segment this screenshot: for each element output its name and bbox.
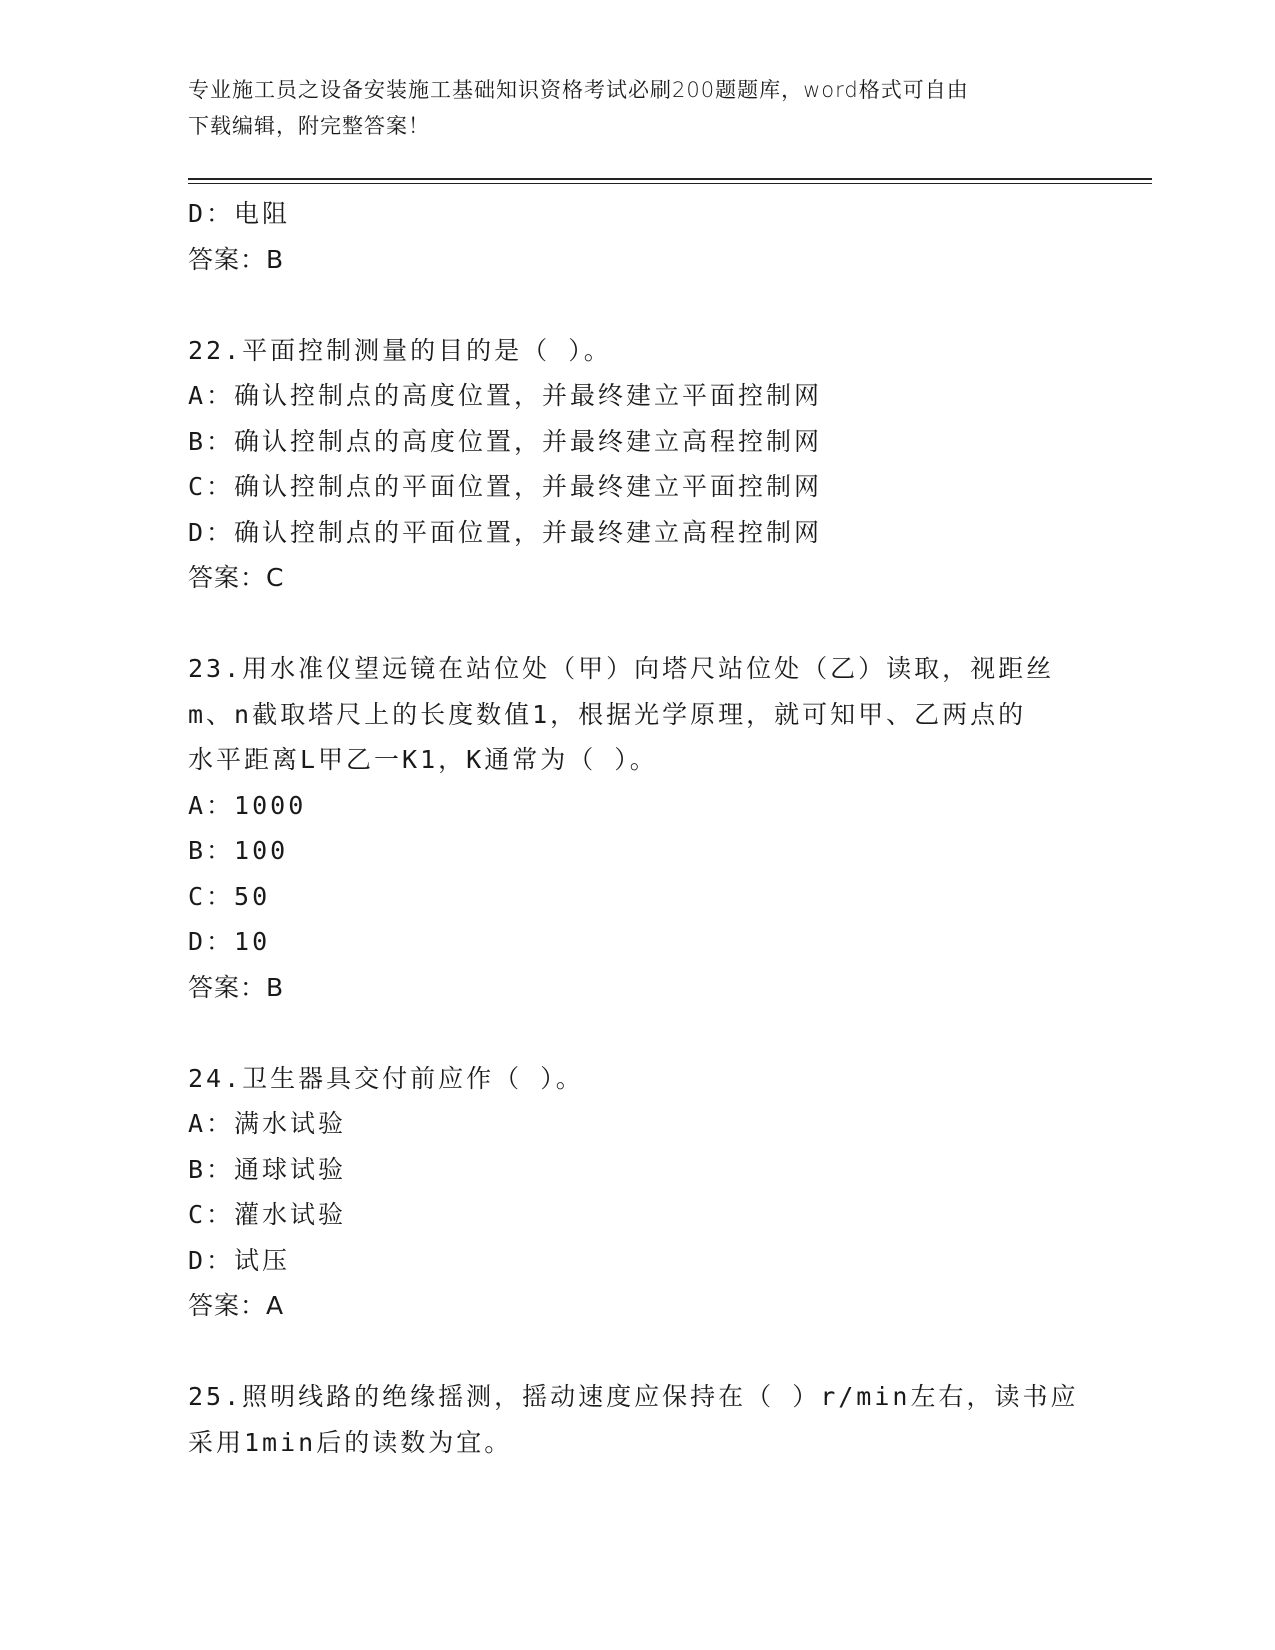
question-gap [188, 282, 1088, 328]
q21-option-d: D：电阻 [188, 199, 291, 228]
q23-stem-line-3: 水平距离L甲乙一K1，K通常为（ ）。 [188, 745, 658, 774]
q24-option-a: A：满水试验 [188, 1109, 347, 1138]
question-gap [188, 1010, 1088, 1056]
q24-option-b: B：通球试验 [188, 1154, 347, 1184]
q24-option-c: C：灌水试验 [188, 1200, 347, 1229]
q25-stem-line-2: 采用1min后的读数为宜。 [188, 1427, 513, 1457]
question-gap [188, 601, 1088, 647]
q22-option-a: A：确认控制点的高度位置，并最终建立平面控制网 [188, 381, 823, 410]
q23-stem-line-1: 23.用水准仪望远镜在站位处（甲）向塔尺站位处（乙）读取，视距丝 [188, 654, 1055, 683]
q23-option-d: D：10 [188, 927, 271, 956]
q21-answer: 答案：B [188, 244, 285, 274]
header-line-1: 专业施工员之设备安装施工基础知识资格考试必刷200题题库，word格式可自由 [188, 78, 969, 102]
q23-option-b: B：100 [188, 836, 289, 865]
q22-option-d: D：确认控制点的平面位置，并最终建立高程控制网 [188, 517, 823, 547]
q22-option-c: C：确认控制点的平面位置，并最终建立平面控制网 [188, 472, 823, 501]
header-divider-thick [188, 178, 1152, 180]
q24-answer: 答案：A [188, 1291, 285, 1320]
question-gap [188, 1329, 1088, 1375]
header-divider-thin [188, 183, 1152, 184]
q24-stem: 24.卫生器具交付前应作（ ）。 [188, 1063, 584, 1093]
document-header [188, 72, 1068, 144]
q22-stem: 22.平面控制测量的目的是（ ）。 [188, 335, 612, 365]
q22-answer: 答案：C [188, 563, 285, 592]
q25-stem-line-1: 25.照明线路的绝缘摇测，摇动速度应保持在（ ）r/min左右，读书应 [188, 1382, 1079, 1411]
q23-option-c: C：50 [188, 881, 271, 911]
q23-answer: 答案：B [188, 972, 285, 1002]
q22-option-b: B：确认控制点的高度位置，并最终建立高程控制网 [188, 426, 823, 456]
q24-option-d: D：试压 [188, 1245, 291, 1275]
question-content [188, 191, 1088, 1465]
header-line-2: 下载编辑，附完整答案！ [188, 114, 430, 138]
q23-stem-line-2: m、n截取塔尺上的长度数值1，根据光学原理，就可知甲、乙两点的 [188, 699, 1027, 729]
q23-option-a: A：1000 [188, 790, 307, 820]
